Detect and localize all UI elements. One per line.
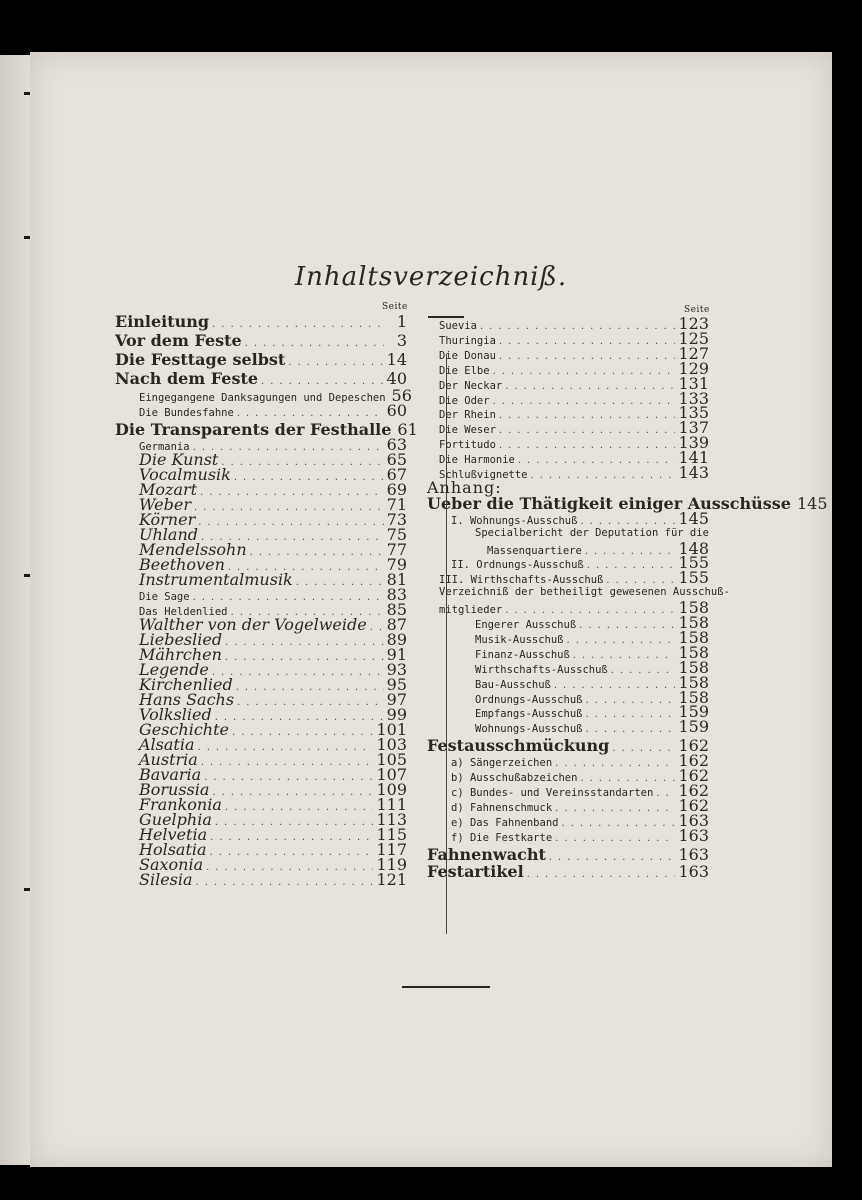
toc-entry-page: 67 [386, 465, 407, 484]
toc-entry-page: 107 [376, 765, 407, 784]
toc-entry-label: Saxonia [139, 855, 204, 874]
toc-entry-page: 133 [678, 388, 709, 408]
toc-entry-page: 71 [386, 495, 407, 514]
toc-entry-label: Thuringia [439, 334, 496, 347]
toc-entry-page: 129 [678, 358, 709, 378]
toc-entry-page: 113 [376, 810, 407, 829]
toc-entry-page: 91 [386, 645, 407, 664]
toc-entry-page: 111 [376, 795, 407, 814]
toc-entry [439, 328, 709, 348]
toc-entry [439, 433, 709, 453]
toc-entry-label: Frankonia [139, 795, 222, 814]
toc-entry-page: 101 [376, 720, 407, 739]
toc-entry-label: Germania [139, 441, 190, 453]
toc-entry-page: 131 [678, 373, 709, 393]
toc-entry [475, 702, 709, 722]
toc-entry [475, 526, 709, 541]
toc-entry-page: 163 [678, 862, 709, 882]
toc-entry-label: Die Transparents der Festhalle [115, 420, 392, 439]
toc-entry-page: 145 [678, 508, 709, 528]
end-rule [402, 986, 490, 988]
toc-entry [439, 448, 709, 468]
toc-entry-label: Einleitung [115, 312, 210, 331]
dot-leader [288, 355, 383, 370]
dot-leader [527, 867, 676, 882]
toc-entry [475, 717, 709, 737]
toc-entry-page: 97 [386, 690, 407, 709]
seite-label-right: Seite [684, 305, 710, 315]
toc-entry-page: 143 [678, 463, 709, 482]
toc-entry-page: 93 [386, 660, 407, 679]
dot-leader [585, 722, 675, 737]
toc-entry-label: Wohnungs-Ausschuß [475, 723, 583, 736]
toc-entry-page: 75 [386, 525, 407, 544]
toc-entry [115, 333, 407, 348]
toc-entry-page: 40 [386, 369, 407, 388]
toc-entry-page: 119 [376, 855, 407, 874]
toc-entry [475, 687, 709, 707]
toc-entry-page: 81 [386, 570, 407, 589]
toc-entry-page: 141 [678, 448, 709, 468]
toc-entry [115, 371, 407, 386]
toc-entry-page: 85 [386, 600, 407, 619]
toc-entry [139, 587, 407, 602]
document-page [30, 52, 832, 1167]
toc-entry-label: Massenquartiere [487, 544, 582, 557]
toc-entry-label: Liebeslied [139, 630, 223, 649]
toc-entry-page: 127 [678, 343, 709, 363]
toc-entry [427, 493, 828, 513]
toc-entry-page: 158 [678, 687, 709, 707]
toc-entry-label: Die Festtage selbst [115, 350, 286, 369]
toc-entry [451, 780, 709, 800]
toc-entry [475, 657, 709, 677]
toc-entry-label: Vor dem Feste [115, 331, 242, 350]
toc-entry-page: 155 [678, 553, 709, 573]
toc-entry-page: 158 [678, 642, 709, 662]
toc-entry-page: 65 [386, 450, 407, 469]
toc-entry-page: 135 [678, 403, 709, 423]
toc-entry-page: 60 [386, 401, 407, 420]
toc-entry-page: 99 [386, 705, 407, 724]
toc-entry-page: 89 [386, 630, 407, 649]
toc-entry-label: Mozart [139, 480, 198, 499]
toc-entry-label: Helvetia [139, 825, 208, 844]
toc-entry-label: Die Donau [439, 349, 496, 362]
toc-entry-label: Vocalmusik [139, 465, 231, 484]
toc-entry-label: Wirthschafts-Ausschuß [475, 663, 608, 676]
toc-entry-page: 155 [678, 568, 709, 588]
toc-entry-page: 125 [678, 328, 709, 348]
toc-entry-page: 162 [678, 751, 709, 771]
toc-entry-page: 95 [386, 675, 407, 694]
toc-entry [451, 553, 709, 573]
toc-entry-page: 163 [678, 825, 709, 845]
toc-entry [451, 810, 709, 830]
toc-entry [439, 358, 709, 378]
toc-entry [439, 568, 709, 588]
toc-entry-page: 83 [386, 585, 407, 604]
toc-entry-label: Die Elbe [439, 364, 490, 377]
toc-entry-label: III. Wirthschafts-Ausschuß [439, 574, 604, 587]
toc-entry-label: Legende [139, 660, 209, 679]
toc-entry-page: 158 [678, 613, 709, 632]
toc-entry-page: 163 [678, 844, 709, 864]
toc-entry-page: 162 [678, 736, 709, 756]
toc-entry-label: Holsatia [139, 840, 207, 859]
toc-entry-label: Geschichte [139, 720, 230, 739]
toc-entry-label: d) Fahnenschmuck [451, 801, 553, 814]
toc-entry-label: Hans Sachs [139, 690, 235, 709]
toc-entry [475, 672, 709, 692]
toc-entry-label: Specialbericht der Deputation für die [475, 526, 709, 539]
toc-entry-page: 162 [678, 766, 709, 785]
toc-entry [115, 314, 407, 329]
toc-entry-label: Weber [139, 495, 191, 514]
dot-leader [245, 336, 384, 351]
toc-entry-label: a) Sängerzeichen [451, 757, 553, 770]
toc-entry [451, 795, 709, 815]
toc-entry [451, 508, 709, 528]
toc-entry-label: Ordnungs-Ausschuß [475, 693, 583, 706]
toc-entry-page: 56 [391, 386, 412, 405]
toc-entry-page: 79 [386, 555, 407, 574]
toc-entry [451, 751, 709, 771]
toc-entry-label: Uhland [139, 525, 198, 544]
toc-entry-label: Der Rhein [439, 409, 496, 422]
toc-entry-label: Ueber die Thätigkeit einiger Ausschüsse [427, 493, 791, 513]
toc-entry-label: Die Oder [439, 394, 490, 407]
toc-entry [451, 825, 709, 845]
toc-entry-page: 63 [386, 435, 407, 454]
toc-entry [139, 572, 407, 587]
toc-entry-page: 73 [386, 510, 407, 529]
toc-entry-label: Alsatia [139, 735, 195, 754]
toc-entry [439, 388, 709, 408]
toc-entry-label: Volkslied [139, 705, 212, 724]
toc-entry-page: 158 [678, 598, 709, 618]
toc-entry-label: Beethoven [139, 555, 225, 574]
toc-entry-label: Eingegangene Danksagungen und Depeschen [139, 392, 386, 404]
toc-entry [427, 477, 709, 497]
toc-entry-label: Festausschmückung [427, 736, 610, 756]
toc-entry-label: Schlußvignette [439, 469, 528, 481]
toc-entry-page: 109 [376, 780, 407, 799]
toc-entry-label: Empfangs-Ausschuß [475, 708, 583, 721]
toc-entry [439, 418, 709, 438]
toc-entry-label: Anhang: [427, 477, 502, 497]
toc-entry-label: Nach dem Feste [115, 369, 259, 388]
seite-label-left: Seite [382, 302, 408, 312]
toc-entry-page: 105 [376, 750, 407, 769]
toc-entry-label: Finanz-Ausschuß [475, 648, 570, 661]
toc-entry-label: Austria [139, 750, 198, 769]
toc-entry-page: 162 [678, 795, 709, 815]
toc-entry-label: Das Heldenlied [139, 606, 228, 618]
toc-entry-page: 121 [376, 870, 407, 889]
toc-entry-label: Musik-Ausschuß [475, 633, 564, 646]
toc-entry [451, 768, 709, 783]
toc-entry [115, 352, 407, 367]
dot-leader [555, 831, 675, 846]
toc-entry [439, 343, 709, 363]
toc-entry-page: 14 [386, 350, 407, 369]
toc-entry-page: 61 [397, 420, 418, 439]
toc-entry-label: Der Neckar [439, 379, 503, 392]
toc-entry-label: f) Die Festkarte [451, 831, 553, 844]
toc-entry-page: 159 [678, 717, 709, 737]
toc-entry-label: mitglieder [439, 604, 503, 617]
toc-entry-label: Die Sage [139, 591, 190, 603]
toc-entry-label: I. Wohnungs-Ausschuß [451, 514, 578, 527]
toc-entry-label: Silesia [139, 870, 193, 889]
toc-entry-label: b) Ausschußabzeichen [451, 772, 578, 784]
toc-entry-label: Mendelssohn [139, 540, 247, 559]
toc-entry-label: Die Bundesfahne [139, 407, 234, 419]
toc-entry-page: 158 [678, 627, 709, 647]
toc-entry [427, 844, 709, 864]
toc-entry-label: Bavaria [139, 765, 202, 784]
toc-entry-page: 158 [678, 657, 709, 677]
toc-entry-label: Festartikel [427, 862, 524, 882]
toc-entry-page: 163 [678, 810, 709, 830]
dot-leader [549, 850, 676, 865]
toc-entry-page: 148 [678, 538, 709, 558]
toc-entry-label: Instrumentalmusik [139, 570, 293, 589]
toc-entry-page: 162 [678, 780, 709, 800]
toc-entry [487, 538, 709, 558]
toc-entry-label: Walther von der Vogelweide [139, 615, 367, 634]
toc-entry [115, 420, 418, 439]
toc-entry-page: 103 [376, 735, 407, 754]
toc-entry-label: Kirchenlied [139, 675, 233, 694]
toc-entry-page: 77 [386, 540, 407, 559]
toc-entry-label: Suevia [439, 320, 477, 332]
toc-entry [439, 373, 709, 393]
dot-leader [237, 406, 384, 421]
dot-leader [196, 875, 374, 890]
toc-entry [139, 403, 407, 418]
toc-entry [139, 386, 412, 405]
toc-entry-label: Verzeichniß der betheiligt gewesenen Ausschuß- [439, 586, 730, 599]
toc-entry-label: c) Bundes- und Vereinsstandarten [451, 786, 654, 799]
toc-entry-page: 159 [678, 702, 709, 722]
toc-entry-page: 115 [376, 825, 407, 844]
toc-entry-page: 69 [386, 480, 407, 499]
page-title: Inhaltsverzeichniß. [294, 262, 568, 292]
toc-entry [439, 316, 709, 331]
toc-entry-label: Fortitudo [439, 439, 496, 452]
toc-entry [475, 615, 709, 630]
toc-entry-label: Guelphia [139, 810, 212, 829]
toc-entry-label: Die Kunst [139, 450, 219, 469]
toc-entry-page: 87 [386, 615, 407, 634]
toc-entry-label: II. Ordnungs-Ausschuß [451, 559, 584, 572]
toc-entry-label: Bau-Ausschuß [475, 678, 551, 691]
toc-entry [439, 585, 730, 600]
toc-entry-label: Körner [139, 510, 196, 529]
toc-entry-page: 137 [678, 418, 709, 438]
toc-entry [427, 736, 709, 756]
toc-entry-page: 3 [396, 331, 407, 350]
toc-entry-label: Fahnenwacht [427, 844, 546, 864]
toc-entry-label: Die Harmonie [439, 454, 515, 467]
toc-entry [427, 862, 709, 882]
toc-entry-page: 145 [796, 493, 828, 513]
toc-entry-label: Borussia [139, 780, 210, 799]
toc-entry [475, 642, 709, 662]
toc-entry-page: 1 [396, 312, 407, 331]
toc-entry-label: Die Weser [439, 424, 496, 437]
toc-entry [475, 627, 709, 647]
toc-entry [139, 872, 407, 887]
dot-leader [261, 374, 384, 389]
toc-entry-label: e) Das Fahnenband [451, 816, 559, 829]
dot-leader [212, 317, 384, 332]
toc-entry-page: 123 [678, 314, 709, 333]
toc-entry [439, 403, 709, 423]
toc-entry-page: 117 [376, 840, 407, 859]
toc-entry-page: 158 [678, 672, 709, 692]
toc-entry-page: 139 [678, 433, 709, 453]
toc-entry-label: Mährchen [139, 645, 222, 664]
toc-entry-label: Engerer Ausschuß [475, 619, 577, 631]
toc-entry [439, 598, 709, 618]
